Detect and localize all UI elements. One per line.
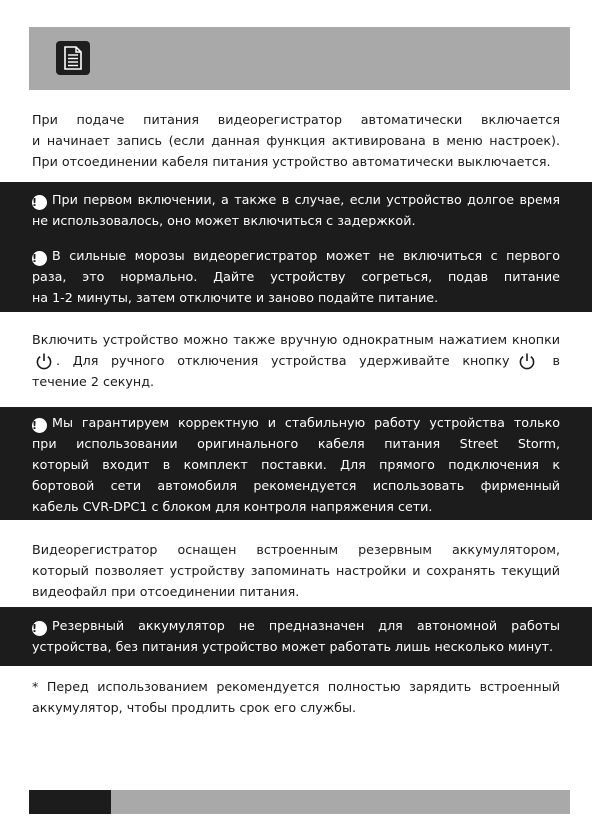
text-line: Резервный аккумулятор не предназначен для автономной работы — [52, 618, 560, 633]
text-line: Включить устройство можно также вручную однократным нажатием кнопки — [32, 332, 560, 347]
header-bar — [29, 27, 570, 90]
text-line: при использовании оригинального кабеля питания Street Storm, — [32, 436, 560, 451]
text-line: который входит в комплект поставки. Для прямого подключения к — [32, 457, 560, 472]
text-line: При отсоединении кабеля питания устройство автоматически выключается. — [32, 154, 551, 169]
paragraph-power-on — [32, 109, 560, 172]
warning-delay — [32, 189, 560, 231]
warning-icon: ! — [32, 195, 47, 210]
warning-icon: ! — [32, 621, 47, 636]
warning-frost — [32, 245, 560, 308]
paragraph-manual-power — [32, 329, 560, 392]
text-line: в — [552, 353, 560, 368]
text-line: на 1-2 минуты, затем отключите и заново подайте питание. — [32, 290, 439, 305]
document-icon — [56, 41, 90, 75]
note-charge — [32, 676, 560, 718]
warning-cable — [32, 412, 560, 517]
text-line: который позволяет устройству запоминать настройки и сохранять текущий — [32, 563, 560, 578]
text-line: устройства, без питания устройство может работать лишь несколько минут. — [32, 639, 554, 654]
warning-icon: ! — [32, 251, 47, 266]
text-line: видеофайл при отсоединении питания. — [32, 584, 300, 599]
text-line: аккумулятор, чтобы продлить срок его службы. — [32, 700, 357, 715]
footer-bar — [111, 790, 570, 814]
warning-icon: ! — [32, 418, 47, 433]
text-line: бортовой сети автомобиля рекомендуется использовать фирменный — [32, 478, 560, 493]
text-line: При подаче питания видеорегистратор автоматически включается — [32, 112, 560, 127]
text-line: раза, это нормально. Дайте устройству согреться, подав питание — [32, 269, 560, 284]
power-icon — [35, 352, 53, 370]
text-line: . Для ручного отключения устройства удерживайте кнопку — [56, 353, 510, 368]
text-line: * Перед использованием рекомендуется полностью зарядить встроенный — [32, 679, 560, 694]
text-line: и начинает запись (если данная функция активирована в меню настроек). — [32, 133, 560, 148]
text-line: течение 2 секунд. — [32, 374, 155, 389]
warning-band-cable — [0, 407, 592, 520]
text-line: При первом включении, а также в случае, если устройство долгое время — [52, 192, 560, 207]
warning-band-startup — [0, 182, 592, 312]
text-line: В сильные морозы видеорегистратор может не включиться с первого — [52, 248, 560, 263]
power-icon — [518, 352, 536, 370]
text-line: Видеорегистратор оснащен встроенным резервным аккумулятором, — [32, 542, 560, 557]
text-line: не использовалось, оно может включиться с задержкой. — [32, 213, 416, 228]
warning-band-battery — [0, 607, 592, 666]
paragraph-backup-battery — [32, 539, 560, 602]
warning-battery — [32, 615, 560, 657]
text-line: Мы гарантируем корректную и стабильную работу устройства только — [52, 415, 560, 430]
footer-page-block — [29, 790, 111, 814]
text-line: кабель CVR-DPC1 с блоком для контроля напряжения сети. — [32, 499, 433, 514]
